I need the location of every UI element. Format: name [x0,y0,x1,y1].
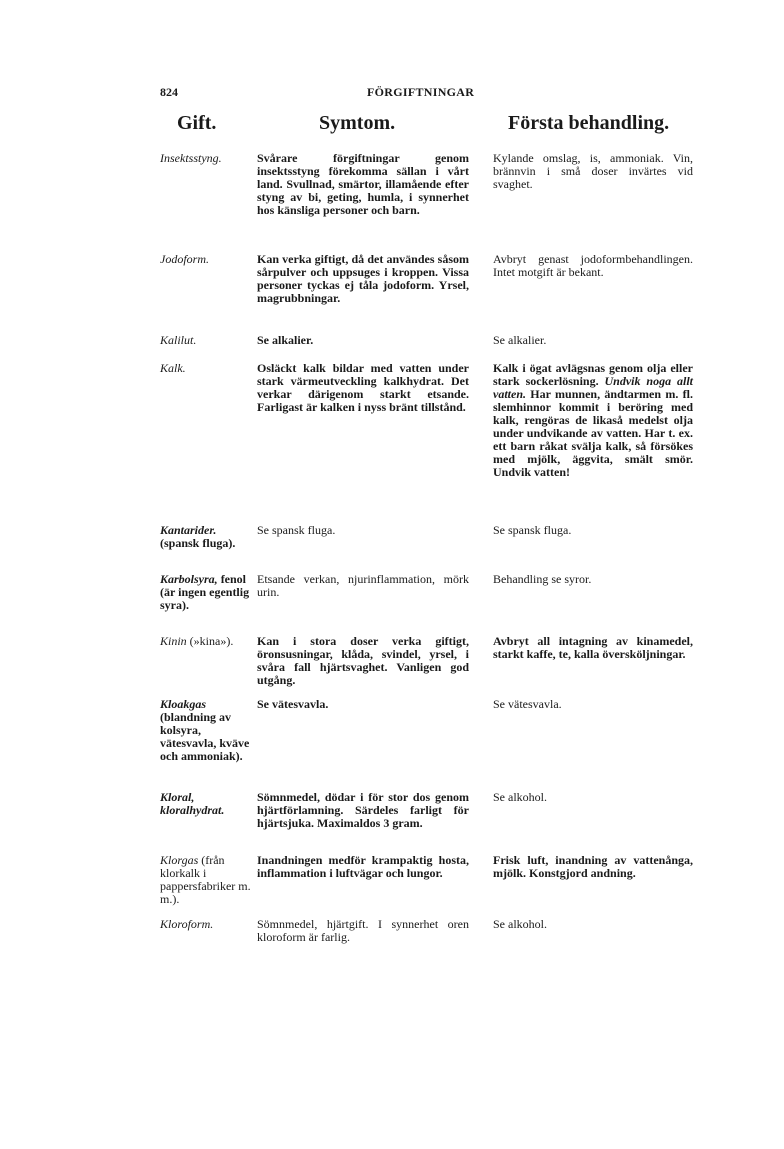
poison-name-main: Kinin [160,634,187,648]
treatment-text [493,362,693,479]
poison-name [160,334,252,347]
treatment-part: Kalk i ögat avlägsnas genom olja eller stark sockerlösning. [493,361,693,388]
treatment-text [493,524,693,537]
column-header-forsta-behandling: Första behandling. [508,112,670,134]
running-head: FÖRGIFTNINGAR [367,85,475,99]
poison-name-main: Kloral, kloralhydrat. [160,790,225,817]
poison-name [160,918,252,931]
treatment-part: Se alkohol. [493,917,547,931]
poison-name-main: Insektsstyng. [160,151,222,165]
poison-name-suffix: (från klorkalk i pappersfabriker m. m.). [160,853,251,906]
symptom-text: Svårare förgiftningar genom insektsstyng förekomma sällan i vårt land. Svullnad, smärtor, illamående efter styng av bi, geting, humla, i synnerhet hos känsliga personer och barn. [257,151,469,217]
poison-name-main: Klorgas [160,853,199,867]
treatment-text [493,918,693,931]
poison-name [160,854,252,906]
treatment-part: Se vätesvavla. [493,697,562,711]
poison-name [160,635,252,648]
treatment-text [493,854,693,880]
symptom-text: Etsande verkan, njurinflammation, mörk urin. [257,572,469,599]
treatment-part: Se alkalier. [493,333,547,347]
treatment-part-italic: Undvik noga allt vatten. [493,374,693,401]
poison-name [160,152,252,165]
treatment-part: Avbryt genast jodoformbehandlingen. Intet motgift är bekant. [493,252,693,279]
page-number: 824 [160,85,178,99]
treatment-part: Avbryt all intagning av kinamedel, starkt kaffe, te, kalla översköljningar. [493,634,693,661]
poison-name-suffix: (blandning av kolsyra, vätesvavla, kväve och ammoniak). [160,710,250,763]
poison-name-suffix: (»kina»). [186,634,234,648]
treatment-part: Frisk luft, inandning av vattenånga, mjölk. Konstgjord andning. [493,853,693,880]
poison-name-suffix: (spansk fluga). [160,536,236,550]
symptom-text: Inandningen medför krampaktig hosta, inflammation i luftvägar och lungor. [257,853,469,880]
symptom-text: Se vätesvavla. [257,697,329,711]
column-header-gift: Gift. [177,112,217,134]
poison-name [160,573,252,612]
symptom-text: Sömnmedel, dödar i för stor dos genom hjärtförlamning. Särdeles farligt för hjärtsjuka. Maximaldos 3 gram. [257,790,469,830]
treatment-text [493,253,693,279]
symptom-text: Sömnmedel, hjärtgift. I synnerhet oren kloroform är farlig. [257,917,469,944]
poison-name [160,698,252,763]
symptom-text: Kan i stora doser verka giftigt, öronsusningar, klåda, svindel, yrsel, i svåra fall hjärtsvaghet. Vanligen god utgång. [257,634,469,687]
treatment-part: Behandling se syror. [493,572,592,586]
poison-name-main: Karbolsyra, [160,572,218,586]
treatment-part: Kylande omslag, is, ammoniak. Vin, brännvin i små doser invärtes vid svaghet. [493,151,693,191]
treatment-part: Har munnen, ändtarmen m. fl. slemhinnor kommit i beröring med kalk, rengöras de likaså medelst olja under undvikande av vatten. Har t. ex. ett barn råkat svälja kalk, så försökes med mjölk, äggvita, smält smör. Undvik vatten! [493,387,693,479]
treatment-part: Se spansk fluga. [493,523,572,537]
poison-name-main: Kloroform. [160,917,214,931]
treatment-text [493,573,693,586]
poison-name [160,253,252,266]
poison-name [160,524,252,550]
treatment-text [493,791,693,804]
treatment-text [493,152,693,191]
poison-name-main: Kloakgas [160,697,207,711]
symptom-text: Kan verka giftigt, då det användes såsom sårpulver och uppsuges i kroppen. Vissa personer tyckas ej tåla jodoform. Yrsel, magrubbningar. [257,252,469,305]
poison-name [160,791,252,817]
poison-name [160,362,252,375]
symptom-text: Osläckt kalk bildar med vatten under stark värmeutveckling kalkhydrat. Det verkar därigenom starkt etsande. Farligast är kalken i nyss bränt tillstånd. [257,361,469,414]
treatment-part: Se alkohol. [493,790,547,804]
poison-name-main: Kalk. [160,361,186,375]
symptom-text: Se spansk fluga. [257,523,336,537]
poison-name-main: Kantarider. [160,523,217,537]
treatment-text [493,698,693,711]
poison-name-main: Kalilut. [160,333,197,347]
column-header-symtom: Symtom. [319,112,396,134]
treatment-text [493,635,693,661]
treatment-text [493,334,693,347]
poison-name-suffix: fenol (är ingen egentlig syra). [160,572,250,612]
symptom-text: Se alkalier. [257,333,314,347]
poison-name-main: Jodoform. [160,252,209,266]
